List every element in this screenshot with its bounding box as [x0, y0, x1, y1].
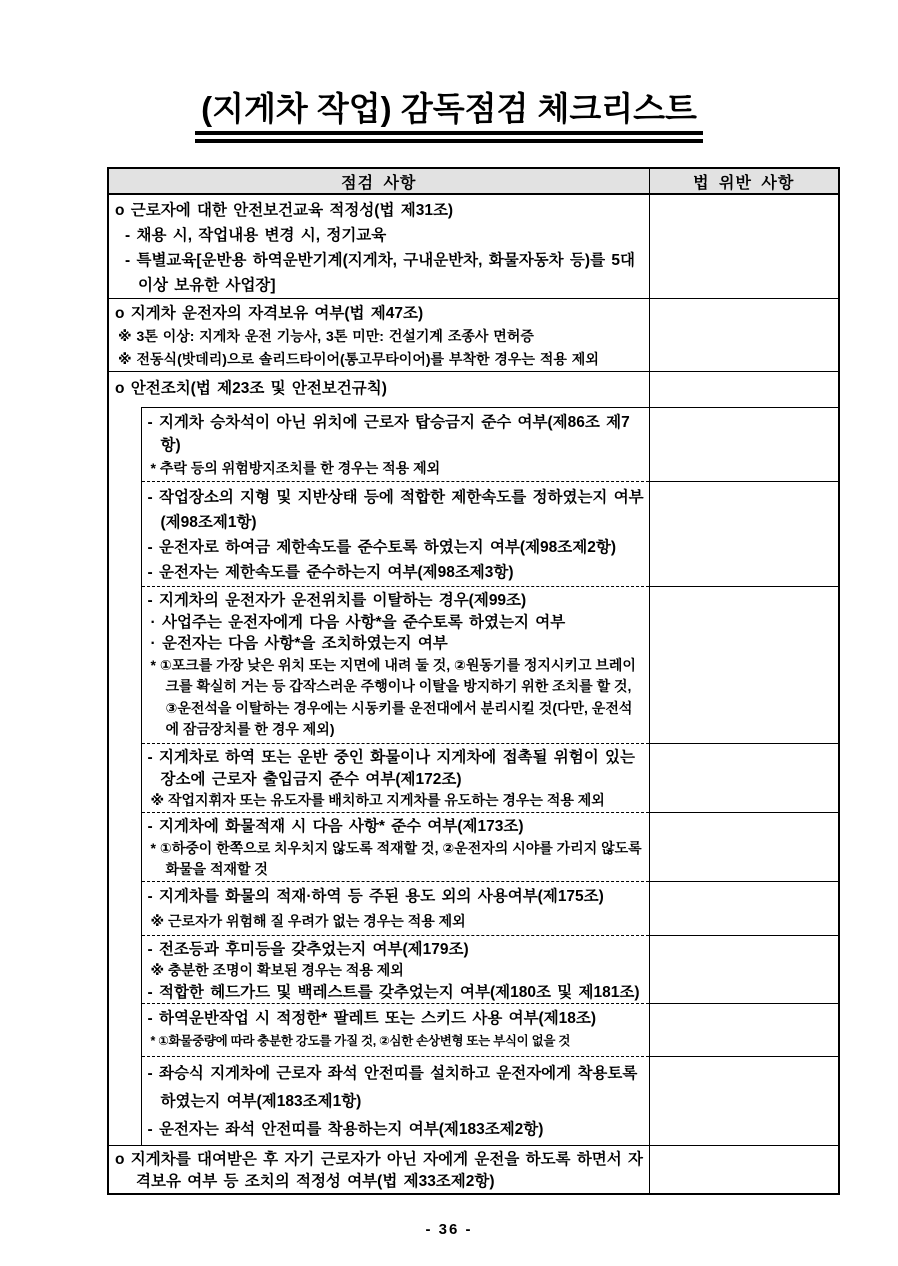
- inspection-cell: [141, 408, 649, 482]
- row-safety-sub: [108, 1004, 839, 1057]
- violation-cell: [649, 587, 839, 744]
- violation-cell: [649, 408, 839, 482]
- violation-cell: [649, 194, 839, 299]
- gutter-cell: [108, 408, 141, 482]
- item-line: o 지게차를 대여받은 후 자기 근로자가 아닌 자에게 운전을 하도록 하면서 자격보유 여부 등 조치의 적정성 여부(법 제33조제2항): [115, 1151, 644, 1190]
- row-safety-sub: [108, 408, 839, 482]
- row-safety-sub: [108, 1057, 839, 1146]
- note-line: * ①하중이 한쪽으로 치우치지 않도록 적재할 것, ②운전자의 시야를 가리지 않도록 화물을 적재할 것: [150, 839, 642, 877]
- page-title: [0, 0, 898, 143]
- item-line: - 특별교육[운반용 하역운반기계(지게차, 구내운반차, 화물자동차 등)를 5대 이상 보유한 사업장]: [125, 252, 635, 294]
- violation-cell: [649, 1004, 839, 1057]
- item-line: · 사업주는 운전자에게 다음 사항*을 준수토록 하였는지 여부: [150, 613, 566, 631]
- row-safety-sub: [108, 587, 839, 744]
- table-header-row: [108, 168, 839, 194]
- inspection-cell: [108, 1146, 649, 1195]
- violation-cell: [649, 744, 839, 813]
- item-line: - 채용 시, 작업내용 변경 시, 정기교육: [125, 227, 387, 244]
- row-safety-sub: [108, 744, 839, 813]
- item-line: - 전조등과 후미등을 갖추었는지 여부(제179조): [147, 940, 469, 958]
- item-line: - 작업장소의 지형 및 지반상태 등에 적합한 제한속도를 정하였는지 여부(제98조제1항): [147, 489, 644, 531]
- item-line: - 하역운반작업 시 적정한* 팔레트 또는 스키드 사용 여부(제18조): [147, 1010, 597, 1027]
- note-line: * ①포크를 가장 낮은 위치 또는 지면에 내려 둘 것, ②원동기를 정지시키고 브레이크를 확실히 거는 등 갑작스러운 주행이나 이탈을 방지하기 위한 조치를 할 것, ③운전석을 이탈하는 경우에는 시동키를 운전대에서 분리시킬 것(다만, 운전석에 잠금장치를 한 경우 제외): [150, 656, 636, 737]
- item-line: - 좌승식 지게차에 근로자 좌석 안전띠를 설치하고 운전자에게 착용토록 하였는지 여부(제183조제1항): [147, 1065, 638, 1110]
- row-rental: [108, 1146, 839, 1195]
- violation-cell: [649, 1146, 839, 1195]
- note-line: * 추락 등의 위험방지조치를 한 경우는 적용 제외: [150, 460, 441, 476]
- inspection-cell: [108, 372, 649, 408]
- item-line: o 안전조치(법 제23조 및 안전보건규칙): [115, 380, 387, 397]
- row-safety-header: [108, 372, 839, 408]
- gutter-cell: [108, 1004, 141, 1057]
- violation-cell: [649, 813, 839, 882]
- inspection-cell: [141, 587, 649, 744]
- item-line: - 지게차의 운전자가 운전위치를 이탈하는 경우(제99조): [147, 592, 527, 609]
- violation-cell: [649, 1057, 839, 1146]
- row-license: [108, 299, 839, 372]
- item-line: o 지게차 운전자의 자격보유 여부(법 제47조): [115, 305, 424, 322]
- inspection-cell: [141, 881, 649, 935]
- violation-cell: [649, 372, 839, 408]
- item-line: - 적합한 헤드가드 및 백레스트를 갖추었는지 여부(제180조 및 제181조): [147, 983, 640, 1001]
- gutter-cell: [108, 482, 141, 587]
- item-line: - 지게차에 화물적재 시 다음 사항* 준수 여부(제173조): [147, 818, 524, 835]
- violation-cell: [649, 482, 839, 587]
- inspection-cell: [141, 482, 649, 587]
- gutter-cell: [108, 1057, 141, 1146]
- note-line: ※ 작업지휘자 또는 유도자를 배치하고 지게차를 유도하는 경우는 적용 제외: [150, 792, 605, 808]
- inspection-cell: [141, 1057, 649, 1146]
- gutter-cell: [108, 881, 141, 935]
- page-number: - 36 -: [425, 1221, 473, 1238]
- inspection-cell: [141, 1004, 649, 1057]
- gutter-cell: [108, 744, 141, 813]
- violation-cell: [649, 881, 839, 935]
- item-line: o 근로자에 대한 안전보건교육 적정성(법 제31조): [115, 202, 454, 219]
- item-line: - 지게차 승차석이 아닌 위치에 근로자 탑승금지 준수 여부(제86조 제7항): [147, 414, 630, 454]
- note-line: ※ 근로자가 위험해 질 우려가 없는 경우는 적용 제외: [150, 912, 466, 929]
- gutter-cell: [108, 813, 141, 882]
- note-line: * ①화물중량에 따라 충분한 강도를 가질 것, ②심한 손상변형 또는 부식이 없을 것: [150, 1034, 571, 1048]
- violation-cell: [649, 935, 839, 1004]
- row-education: [108, 194, 839, 299]
- header-violation-label: 법 위반 사항: [649, 168, 839, 194]
- row-safety-sub: [108, 482, 839, 587]
- note-line: ※ 충분한 조명이 확보된 경우는 적용 제외: [150, 962, 404, 978]
- page-title-text: (지게차 작업) 감독점검 체크리스트: [195, 88, 703, 143]
- inspection-cell: [141, 813, 649, 882]
- note-line: ※ 전동식(밧데리)으로 솔리드타이어(통고무타이어)를 부착한 경우는 적용 제외: [118, 351, 599, 367]
- checklist-table: [107, 167, 840, 1195]
- note-line: ※ 3톤 이상: 지게차 운전 기능사, 3톤 미만: 건설기계 조종사 면허증: [118, 328, 534, 344]
- inspection-cell: [108, 194, 649, 299]
- item-line: - 운전자는 좌석 안전띠를 착용하는지 여부(제183조제2항): [147, 1121, 544, 1138]
- row-safety-sub: [108, 935, 839, 1004]
- item-line: - 지게차로 하역 또는 운반 중인 화물이나 지게차에 접촉될 위험이 있는 장소에 근로자 출입금지 준수 여부(제172조): [147, 749, 635, 788]
- row-safety-sub: [108, 881, 839, 935]
- item-line: · 운전자는 다음 사항*을 조치하였는지 여부: [150, 635, 448, 652]
- inspection-cell: [141, 935, 649, 1004]
- gutter-cell: [108, 587, 141, 744]
- item-line: - 운전자로 하여금 제한속도를 준수토록 하였는지 여부(제98조제2항): [147, 539, 616, 556]
- inspection-cell: [141, 744, 649, 813]
- inspection-cell: [108, 299, 649, 372]
- gutter-cell: [108, 935, 141, 1004]
- row-safety-sub: [108, 813, 839, 882]
- violation-cell: [649, 299, 839, 372]
- item-line: - 지게차를 화물의 적재·하역 등 주된 용도 외의 사용여부(제175조): [147, 887, 604, 905]
- item-line: - 운전자는 제한속도를 준수하는지 여부(제98조제3항): [147, 564, 514, 581]
- header-inspection-label: 점검 사항: [108, 168, 649, 194]
